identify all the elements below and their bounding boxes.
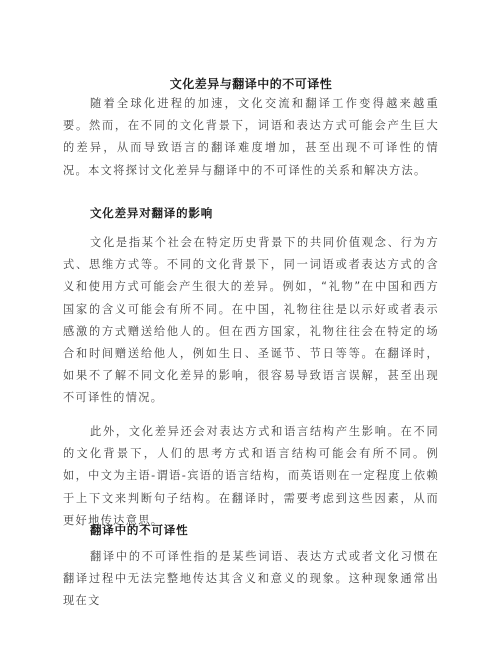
section-2-paragraph-1: 翻译中的不可译性指的是某些词语、表达方式或者文化习惯在翻译过程中无法完整地传达其含义和意义的现象。这种现象通常出现在文: [63, 550, 439, 608]
section-1-paragraph-2: 此外，文化差异还会对表达方式和语言结构产生影响。在不同的文化背景下，人们的思考方式和语言结构可能会有所不同。例如，中文为主语-谓语-宾语的语言结构，而英语则在一定程度上依赖于上下文来判断句子结构。在翻译时，需要考虑到这些因素，从而更好地传达意思。: [63, 425, 439, 527]
document-title: 文化差异与翻译中的不可译性: [169, 77, 333, 91]
section-heading-cultural-impact: 文化差异对翻译的影响: [90, 206, 213, 220]
section-heading-untranslatability: 翻译中的不可译性: [90, 523, 189, 537]
section-1-paragraph-1: 文化是指某个社会在特定历史背景下的共同价值观念、行为方式、思维方式等。不同的文化背景下，同一词语或者表达方式的含义和使用方式可能会产生很大的差异。例如，“礼物”在中国和西方国家的含义可能会有所不同。在中国，礼物往往是以示好或者表示感激的方式赠送给他人的。但在西方国家，礼物往往会在特定的场合和时间赠送给他人，例如生日、圣诞节、节日等等。在翻译时，如果不了解不同文化差异的影响，很容易导致语言误解，甚至出现不可译性的情况。: [63, 236, 439, 405]
intro-paragraph: 随着全球化进程的加速，文化交流和翻译工作变得越来越重要。然而，在不同的文化背景下，词语和表达方式可能会产生巨大的差异，从而导致语言的翻译难度增加，甚至出现不可译性的情况。本文将探讨文化差异与翻译中的不可译性的关系和解决方法。: [63, 97, 439, 177]
